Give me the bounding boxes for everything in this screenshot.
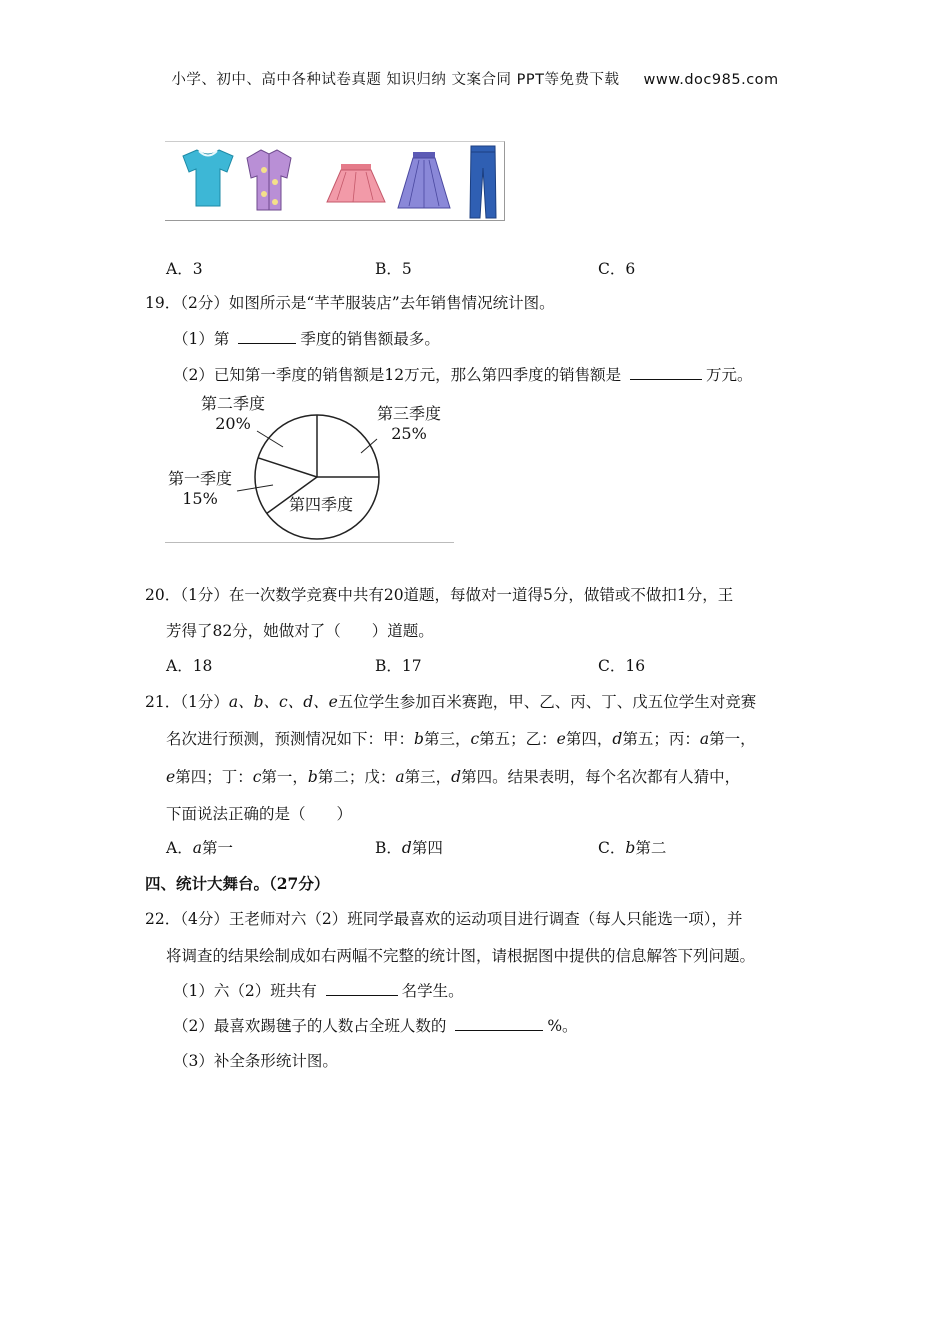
q21-option-a[interactable] [166, 836, 233, 858]
q21-line-1-rest: 五位学生参加百米赛跑，甲、乙、丙、丁、戊五位学生对竞赛 [337, 693, 757, 711]
q21-l3-g: a [395, 768, 405, 786]
pie-label-q4 [289, 495, 353, 515]
q21-line-2 [166, 727, 756, 749]
q19-part1-post: 季度的销售额最多。 [300, 330, 440, 348]
q22-part2-post: %。 [547, 1017, 578, 1035]
q21-number: 21．（1分） [145, 693, 229, 711]
q21-opt-a-post: 第一 [201, 839, 233, 857]
q18-option-c[interactable]: C．6 [598, 260, 636, 278]
q21-opt-c-post: 第二 [635, 839, 667, 857]
q22-part2-pre: （2）最喜欢踢毽子的人数占全班人数的 [173, 1017, 447, 1035]
q21-l2-d: c [470, 730, 480, 748]
q20-option-b[interactable]: B．17 [375, 657, 422, 675]
q18-option-b[interactable]: B．5 [375, 260, 412, 278]
q19-answer-blank-2[interactable] [630, 378, 702, 380]
pink-skirt-icon [327, 164, 385, 202]
q19-answer-blank-1[interactable] [238, 342, 296, 344]
q22-line-2: 将调查的结果绘制成如右两幅不完整的统计图，请根据图中提供的信息解答下列问题。 [166, 947, 756, 965]
section-4-title: 四、统计大舞台。（27分） [145, 874, 330, 893]
q19-part2-post: 万元。 [706, 366, 753, 384]
q21-l3-e: b [307, 768, 318, 786]
q21-l2-e: 第五；乙： [479, 730, 557, 748]
q22-line-1: 22．（4分）王老师对六（2）班同学最喜欢的运动项目进行调查（每人只能选一项），并 [145, 910, 743, 928]
q21-option-b[interactable] [375, 836, 443, 858]
pie-label-q1 [168, 469, 232, 509]
q22-part3: （3）补全条形统计图。 [173, 1052, 338, 1070]
q22-part2 [173, 1014, 578, 1036]
t-shirt-icon [183, 150, 233, 206]
q21-opt-c-var: b [625, 839, 636, 857]
pie-label-q3-value: 25% [391, 424, 427, 443]
q21-l2-k: 第一， [709, 730, 756, 748]
q21-opt-a-pre: A． [166, 839, 193, 857]
pie-leader-q3 [361, 439, 377, 453]
q21-opt-c-pre: C． [598, 839, 626, 857]
q22-part1-post: 名学生。 [401, 982, 464, 1000]
q21-l3-f: 第二；戊： [317, 768, 396, 786]
q21-l2-a: 名次进行预测，预测情况如下：甲： [166, 730, 415, 748]
clothes-image [165, 141, 505, 221]
q19-part1 [173, 327, 440, 349]
sales-pie-chart [165, 389, 454, 543]
q21-l3-h: 第三， [404, 768, 452, 786]
q21-line-4: 下面说法正确的是（ ） [166, 805, 353, 823]
q21-opt-b-post: 第四 [411, 839, 443, 857]
q21-line-3 [166, 765, 740, 787]
q21-l2-j: a [699, 730, 710, 748]
q21-l2-g: 第四， [565, 730, 613, 748]
q22-answer-blank-2[interactable] [455, 1029, 543, 1031]
q21-vars: a、b、c、d、e [228, 693, 338, 711]
q22-answer-blank-1[interactable] [326, 994, 398, 996]
q19-part2 [173, 363, 753, 385]
q20-option-c[interactable]: C．16 [598, 657, 646, 675]
q20-line-1: 20．（1分）在一次数学竞赛中共有20道题，每做对一道得5分，做错或不做扣1分，王 [145, 586, 734, 604]
q19-part2-pre: （2）已知第一季度的销售额是12万元，那么第四季度的销售额是 [173, 366, 622, 384]
q20-option-a[interactable]: A．18 [166, 657, 213, 675]
pie-label-q2-value: 20% [215, 414, 251, 433]
pie-label-q3 [377, 404, 441, 444]
q21-l2-i: 第五；丙： [622, 730, 700, 748]
pie-label-q3-name: 第三季度 [377, 404, 442, 423]
q21-opt-b-pre: B． [375, 839, 402, 857]
q21-opt-a-var: a [192, 839, 202, 857]
pie-label-q2 [201, 394, 265, 434]
q21-l3-b: 第四；丁： [175, 768, 253, 786]
pie-label-q2-name: 第二季度 [201, 394, 266, 413]
header-text: 小学、初中、高中各种试卷真题 知识归纳 文案合同 PPT等免费下载 [171, 72, 620, 88]
q21-l2-b: b [414, 730, 424, 748]
q21-l2-f: e [556, 730, 566, 748]
q22-part1 [173, 979, 464, 1001]
shirt-icon [247, 150, 291, 210]
q19-stem: 19．（2分）如图所示是“芊芊服装店”去年销售情况统计图。 [145, 294, 555, 312]
q21-option-c[interactable] [598, 836, 666, 858]
q21-line-1 [145, 690, 756, 712]
q22-part1-pre: （1）六（2）班共有 [173, 982, 317, 1000]
q20-line-2: 芳得了82分，她做对了（ ）道题。 [166, 622, 434, 640]
q21-l2-h: d [612, 730, 623, 748]
q18-option-a[interactable]: A．3 [166, 260, 203, 278]
pie-label-q1-name: 第一季度 [168, 469, 233, 488]
pie-label-q4-name: 第四季度 [289, 495, 354, 514]
pie-label-q1-value: 15% [182, 489, 218, 508]
header-url[interactable]: www.doc985.com [643, 72, 779, 88]
page-header [0, 68, 950, 89]
jeans-icon [470, 146, 496, 218]
q21-opt-b-var: d [401, 839, 412, 857]
q21-l3-i: d [451, 768, 462, 786]
q21-l3-c: c [252, 768, 262, 786]
q19-part1-pre: （1）第 [173, 330, 230, 348]
pie-slice-q2-boundary [258, 458, 317, 477]
q21-l2-c: 第三， [423, 730, 471, 748]
blue-skirt-icon [398, 152, 450, 208]
q21-l3-j: 第四。结果表明，每个名次都有人猜中， [461, 768, 741, 786]
q21-l3-a: e [166, 768, 176, 786]
q21-l3-d: 第一， [261, 768, 308, 786]
